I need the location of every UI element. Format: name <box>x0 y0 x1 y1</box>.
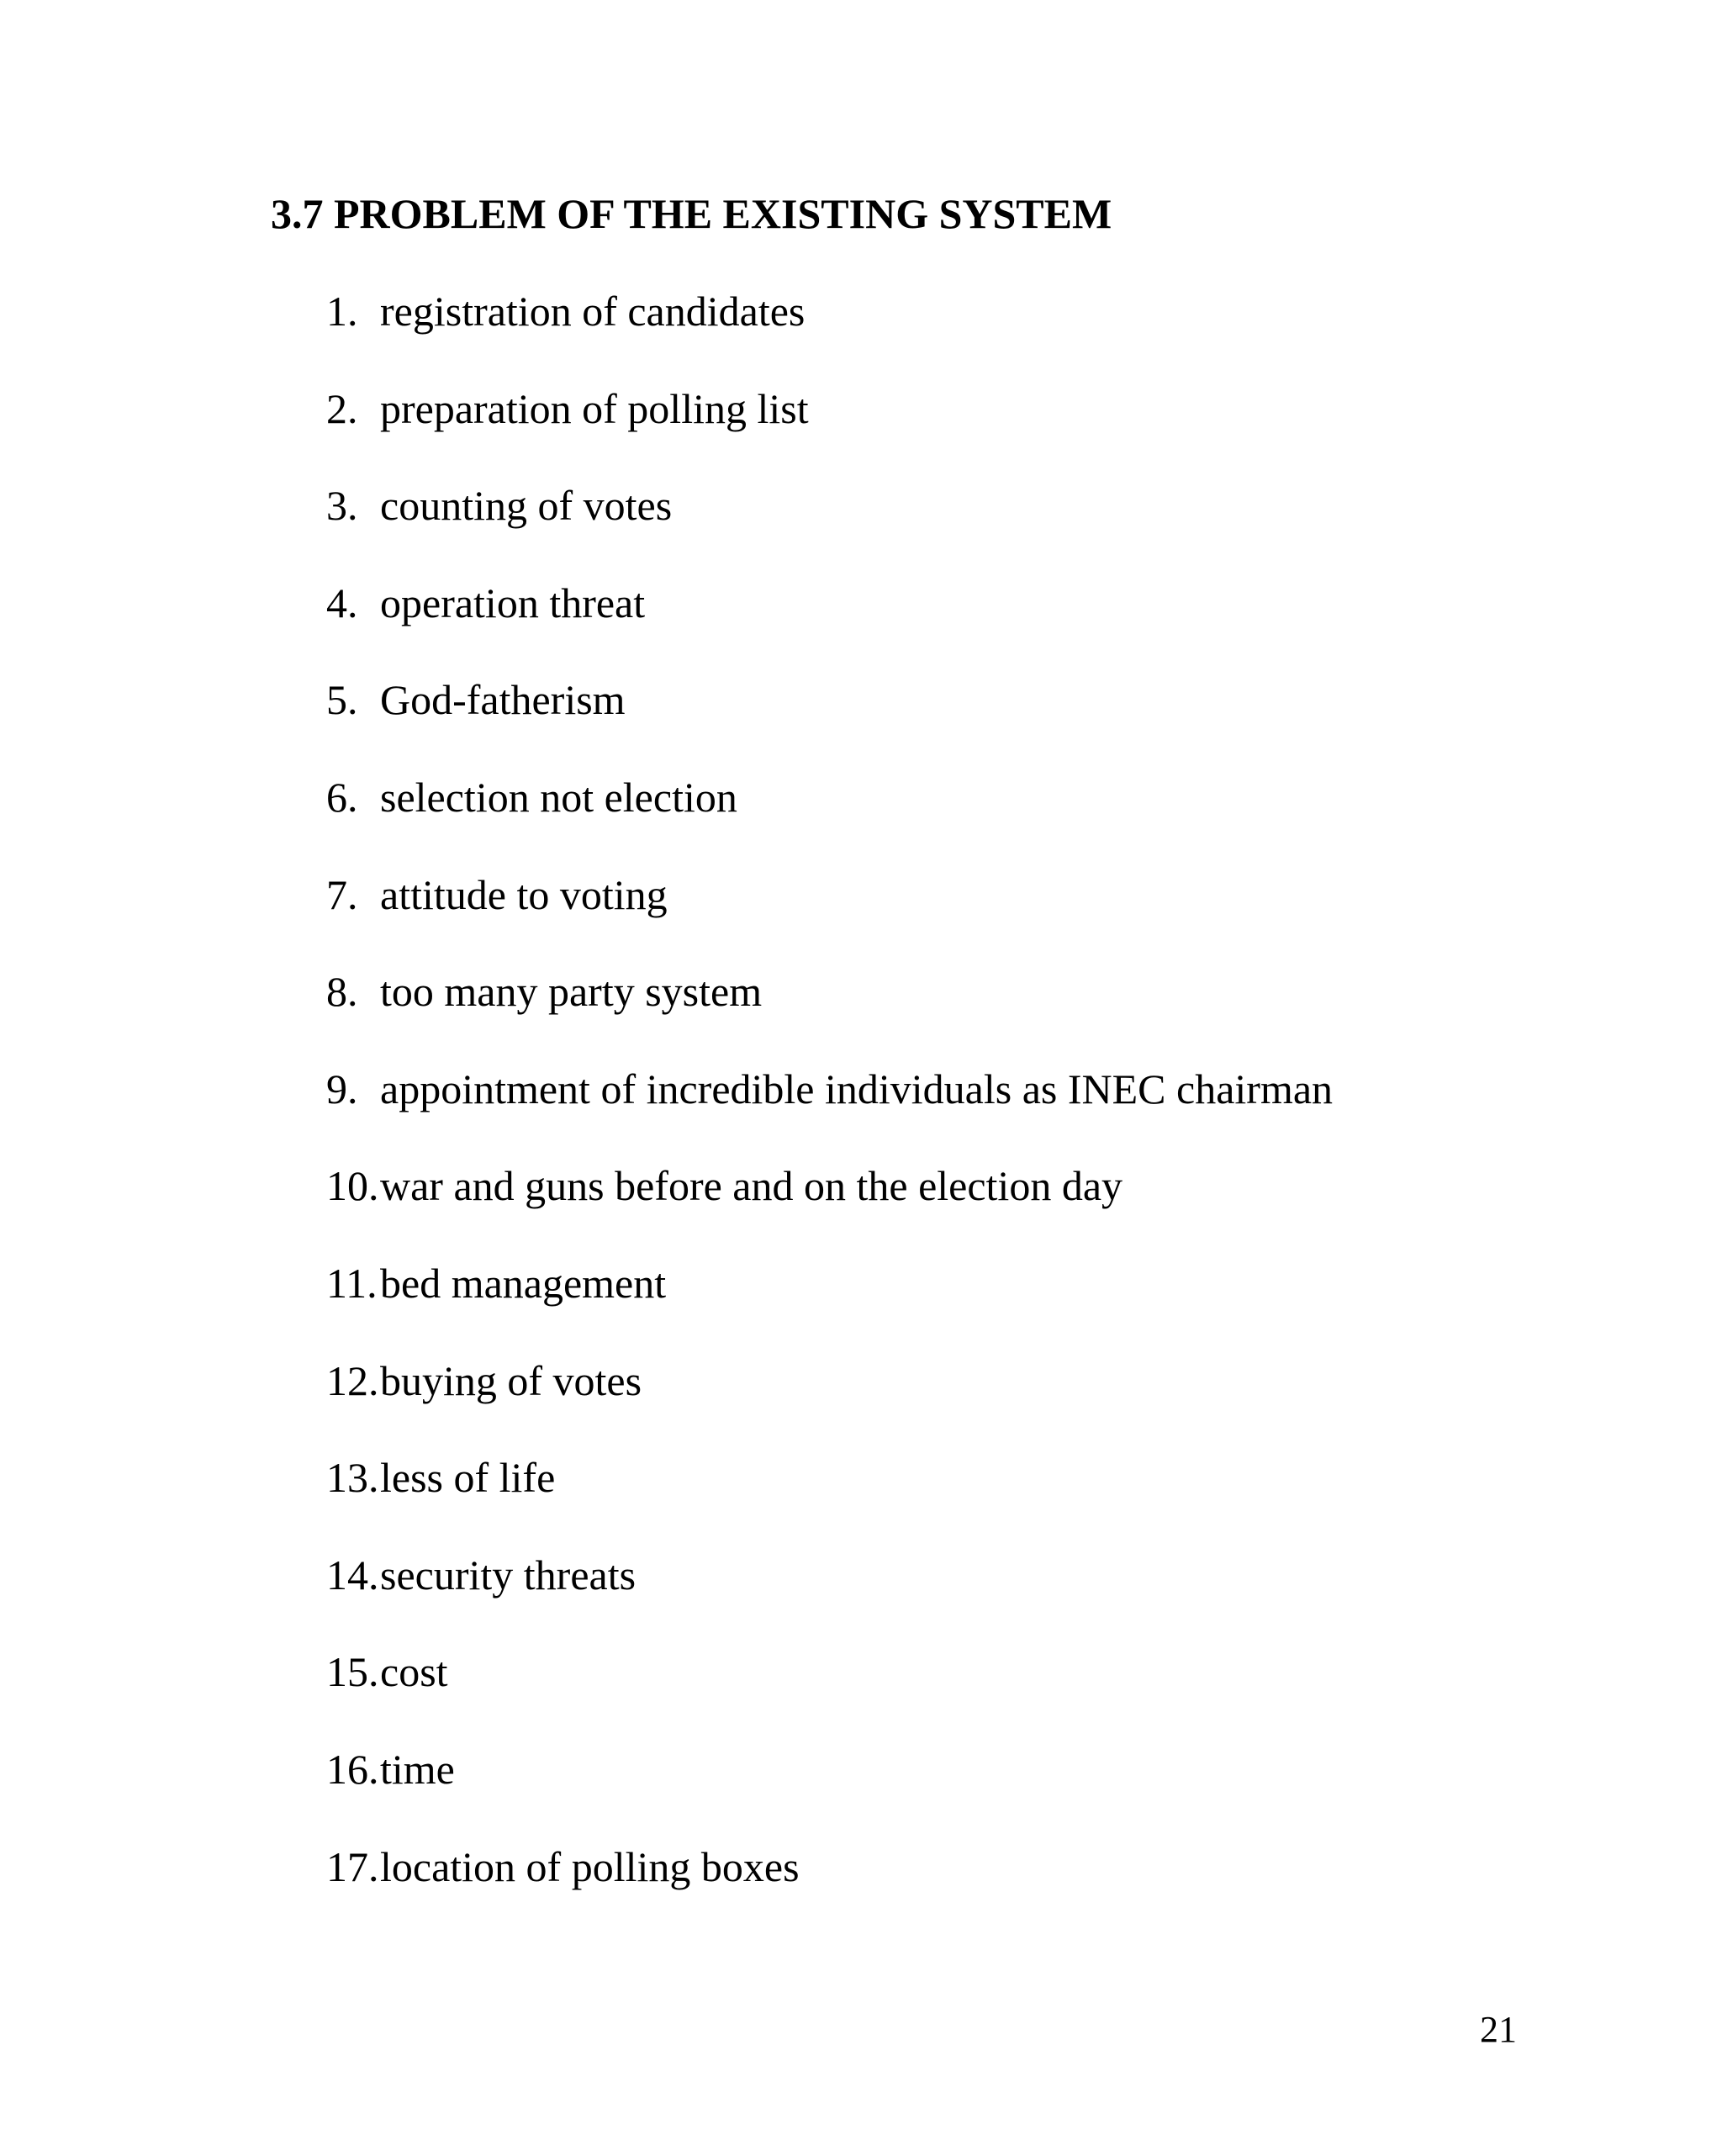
list-item <box>326 382 1333 479</box>
list-item-text: location of polling boxes <box>380 1842 800 1890</box>
list-item-text: war and guns before and on the election day <box>380 1162 1123 1210</box>
list-item-text: registration of candidates <box>380 288 806 335</box>
list-item-text: God-fatherism <box>380 676 626 724</box>
list-item <box>326 1159 1333 1256</box>
list-item <box>326 868 1333 965</box>
list-item-number: 15. <box>326 1648 379 1696</box>
list-item-number: 14. <box>326 1551 379 1599</box>
list-item-number: 9. <box>326 1065 358 1112</box>
list-item-text: attitude to voting <box>380 870 668 918</box>
list-item-text: bed management <box>380 1259 667 1307</box>
list-item-number: 6. <box>326 773 358 821</box>
list-item <box>326 1645 1333 1742</box>
list-item-number: 8. <box>326 968 358 1016</box>
list-item <box>326 1548 1333 1646</box>
list-item <box>326 964 1333 1062</box>
list-item-number: 3. <box>326 482 358 530</box>
list-item-number: 17. <box>326 1842 379 1890</box>
list-item-text: appointment of incredible individuals as INEC chairman <box>380 1065 1334 1112</box>
list-item-text: preparation of polling list <box>380 384 809 432</box>
problem-list <box>326 284 1333 1937</box>
list-item <box>326 1062 1333 1160</box>
list-item-text: buying of votes <box>380 1356 642 1404</box>
list-item-text: time <box>380 1745 455 1793</box>
list-item <box>326 284 1333 382</box>
list-item <box>326 478 1333 576</box>
list-item-number: 11. <box>326 1259 378 1307</box>
section-heading: 3.7 PROBLEM OF THE EXISTING SYSTEM <box>271 190 1112 237</box>
list-item-text: cost <box>380 1648 448 1696</box>
list-item-number: 10. <box>326 1162 379 1210</box>
list-item-text: operation threat <box>380 579 646 626</box>
list-item <box>326 1354 1333 1451</box>
list-item-number: 4. <box>326 579 358 626</box>
list-item <box>326 770 1333 868</box>
list-item-number: 1. <box>326 288 358 335</box>
list-item-number: 5. <box>326 676 358 724</box>
list-item <box>326 1840 1333 1937</box>
list-item-number: 7. <box>326 870 358 918</box>
list-item-text: selection not election <box>380 773 737 821</box>
list-item-number: 2. <box>326 384 358 432</box>
list-item <box>326 1256 1333 1354</box>
page-number: 21 <box>1480 2009 1517 2050</box>
list-item-text: too many party system <box>380 968 763 1016</box>
list-item <box>326 673 1333 770</box>
list-item <box>326 576 1333 674</box>
list-item-number: 16. <box>326 1745 379 1793</box>
list-item-text: counting of votes <box>380 482 673 530</box>
list-item <box>326 1451 1333 1548</box>
list-item-text: less of life <box>380 1454 556 1502</box>
list-item-number: 12. <box>326 1356 379 1404</box>
list-item-text: security threats <box>380 1551 637 1599</box>
list-item-number: 13. <box>326 1454 379 1502</box>
list-item <box>326 1742 1333 1840</box>
